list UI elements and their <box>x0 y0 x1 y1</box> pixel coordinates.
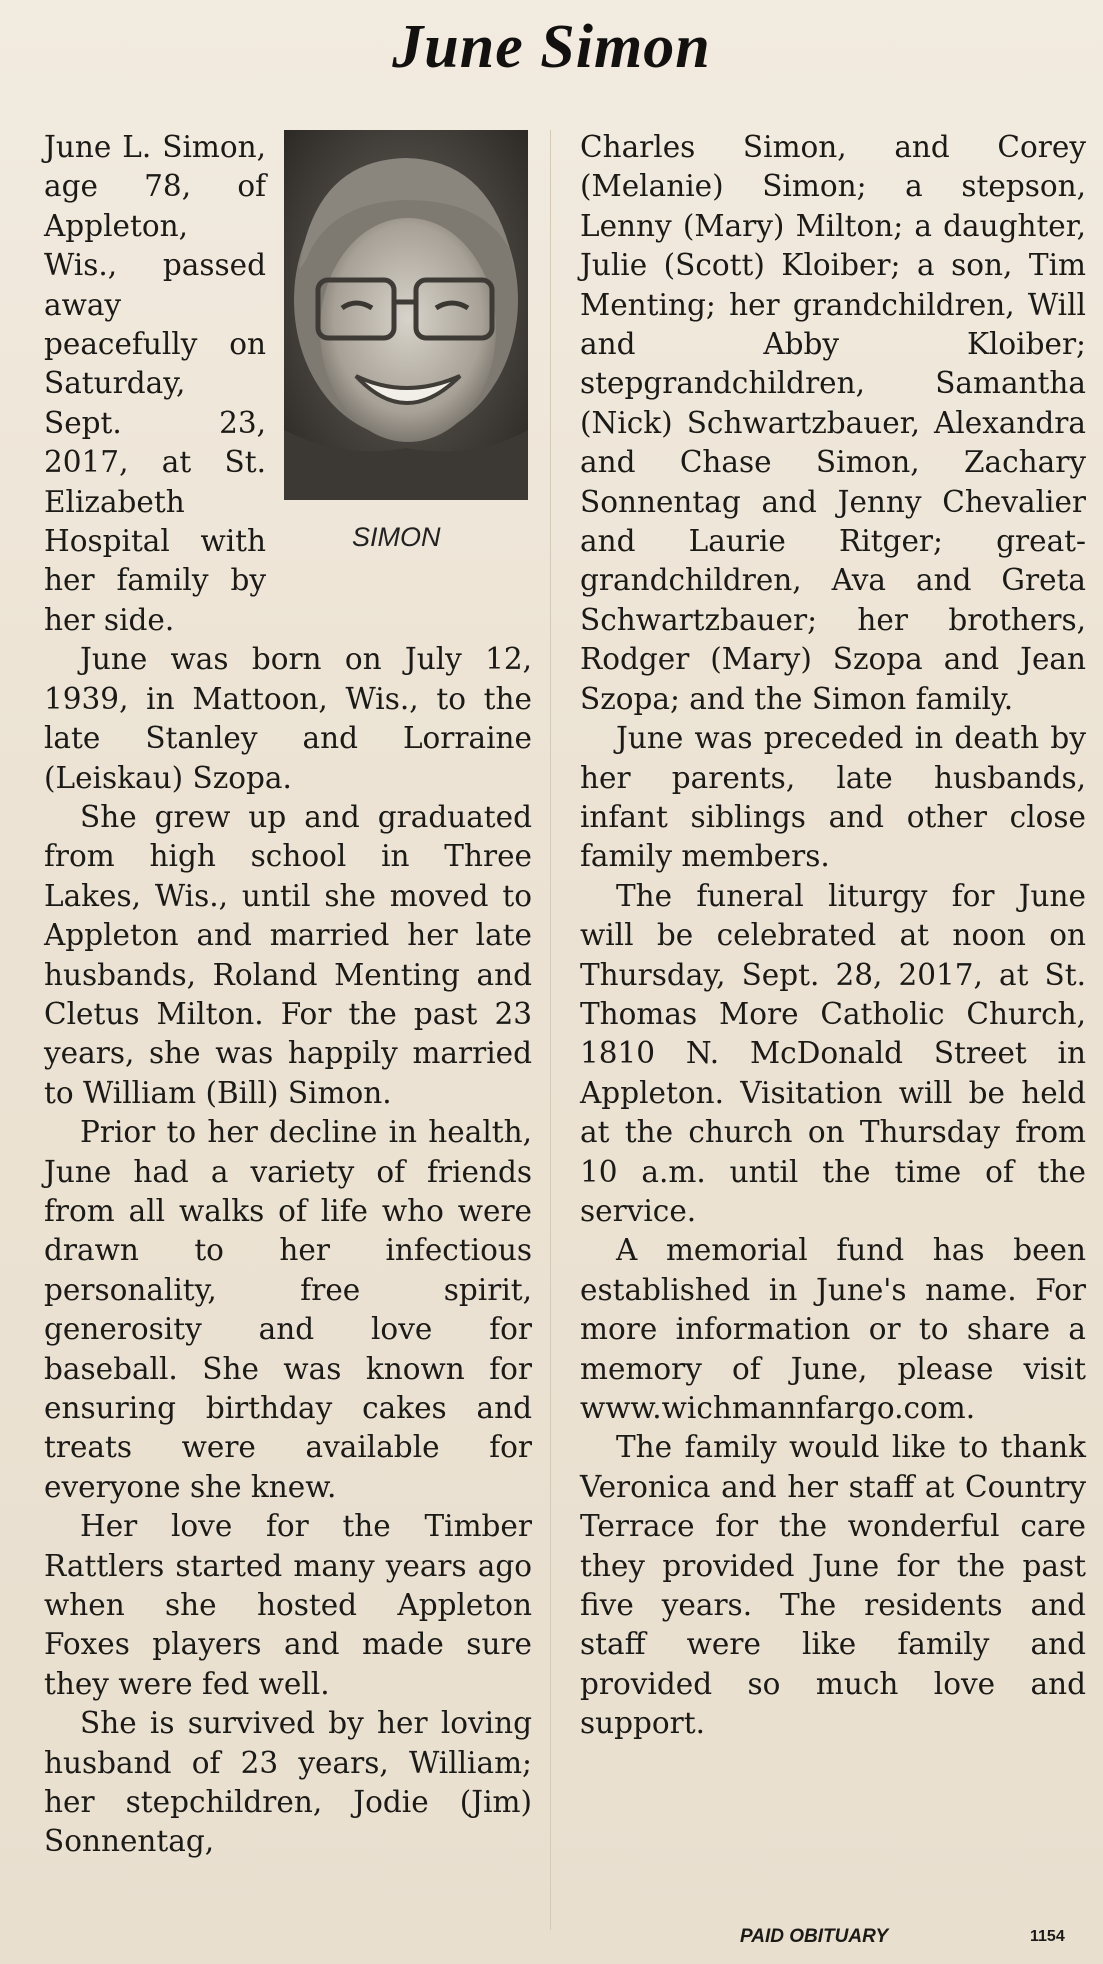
left-column <box>44 128 532 1862</box>
paragraph-survivors-start: She is survived by her loving husband of 23 years, William; her stepchildren, Jodie (Jim) Sonnentag, <box>44 1706 532 1859</box>
paragraph-funeral: The funeral liturgy for June will be celebrated at noon on Thursday, Sept. 28, 2017, at St. Thomas More Catholic Church, 1810 N. McDonald Street in Appleton. Visitation will be held at the church on Thursday from 10 a.m. until the time of the service. <box>580 878 1086 1228</box>
ad-number: 1154 <box>1030 1928 1065 1945</box>
paragraph-birth: June was born on July 12, 1939, in Mattoon, Wis., to the late Stanley and Lorraine (Leiskau) Szopa. <box>44 642 532 795</box>
column-divider <box>550 130 551 1930</box>
paragraph-life: She grew up and graduated from high school in Three Lakes, Wis., until she moved to Appleton and married her late husbands, Roland Menting and Cletus Milton. For the past 23 years, she was happily married to William (Bill) Simon. <box>44 799 532 1110</box>
paragraph-thanks: The family would like to thank Veronica and her staff at Country Terrace for the wonderful care they provided June for the past five years. The residents and staff were like family and provided so much love and support. <box>580 1430 1086 1741</box>
right-column <box>580 128 1086 1744</box>
paragraph-memorial: A memorial fund has been established in June's name. For more information or to share a memory of June, please visit www.wichmannfargo.com. <box>580 1233 1086 1425</box>
portrait-figure <box>284 128 532 568</box>
paid-obituary-label: PAID OBITUARY <box>740 1926 889 1947</box>
portrait-image <box>284 130 528 500</box>
paragraph-survivors-continued: Charles Simon, and Corey (Melanie) Simon; a stepson, Lenny (Mary) Milton; a daughter, Julie (Scott) Kloiber; a son, Tim Menting; her grandchildren, Will and Abby Kloiber; stepgrandchildren, Samantha (Nick) Schwartzbauer, Alexandra and Chase Simon, Zachary Sonnentag and Jenny Chevalier and Laurie Ritger; great-grandchildren, Ava and Greta Schwartzbauer; her brothers, Rodger (Mary) Szopa and Jean Szopa; and the Simon family. <box>580 130 1086 716</box>
paragraph-timber-rattlers: Her love for the Timber Rattlers started many years ago when she hosted Appleton Foxes players and made sure they were fed well. <box>44 1509 532 1701</box>
page-title: June Simon <box>392 13 711 81</box>
photo-caption: SIMON <box>352 522 441 552</box>
portrait-photo <box>284 130 528 500</box>
paragraph-preceded: June was preceded in death by her parents, late husbands, infant siblings and other close family members. <box>580 721 1086 874</box>
paragraph-intro: June L. Simon, age 78, of Appleton, Wis., passed away peacefully on Saturday, Sept. 23, 2017, at St. Elizabeth Hospital with her family by her side. <box>44 130 266 637</box>
paragraph-personality: Prior to her decline in health, June had a variety of friends from all walks of life who were drawn to her infectious personality, free spirit, generosity and love for baseball. She was known for ensuring birthday cakes and treats were available for everyone she knew. <box>44 1115 532 1504</box>
